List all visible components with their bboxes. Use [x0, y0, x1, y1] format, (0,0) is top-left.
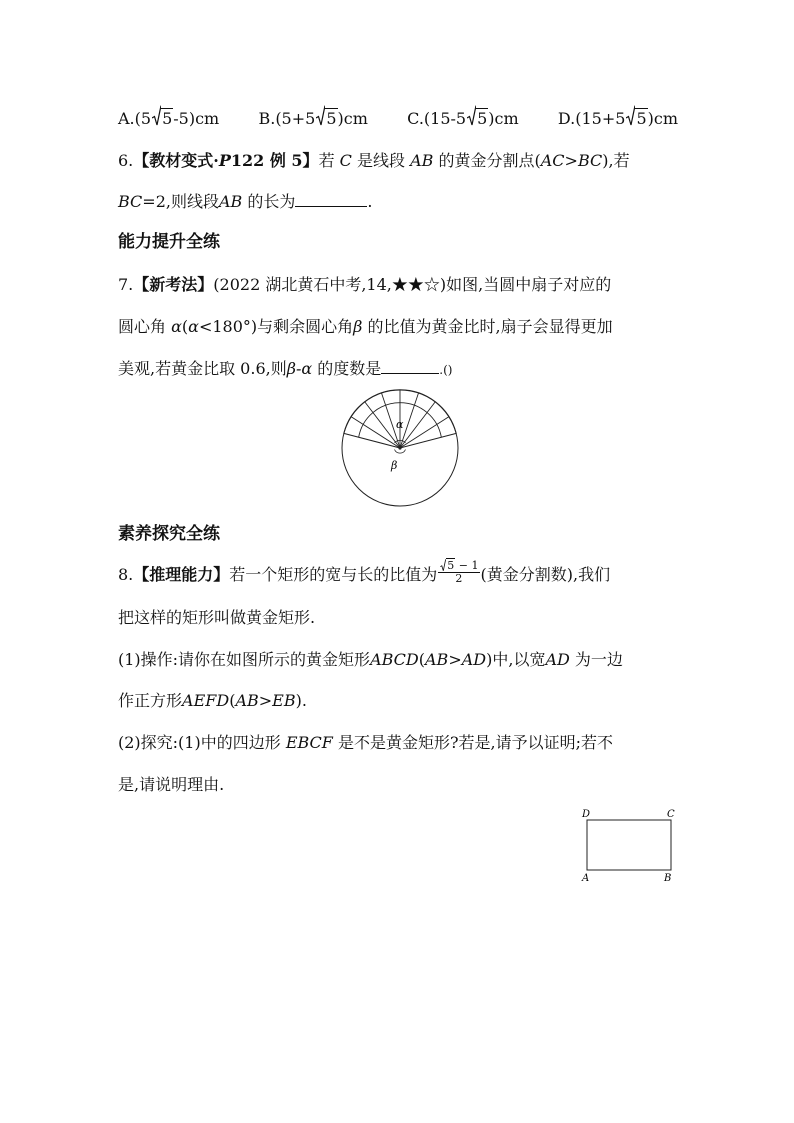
q8-text: 作正方形	[118, 691, 183, 710]
q8-text: )中,以宽	[486, 650, 546, 669]
q8-text: 是不是黄金矩形?若是,请予以证明;若不	[332, 733, 614, 752]
sqrt-symbol	[316, 107, 337, 131]
q6-line-1	[118, 149, 630, 173]
q8-part1-line-1	[118, 648, 623, 672]
sqrt-symbol	[440, 560, 455, 572]
label-a: A	[582, 873, 590, 884]
q8-text: ).	[295, 691, 307, 710]
q8-line-1	[118, 559, 611, 588]
var-alpha: α	[171, 317, 182, 336]
q8-part2-line-2	[118, 773, 224, 797]
var-aefd: AEFD	[182, 691, 230, 710]
q7-text: (	[181, 317, 189, 336]
question-number: 8.	[118, 565, 134, 584]
option-b[interactable]	[258, 107, 367, 131]
radicand: 5	[326, 109, 337, 128]
option-b-prefix: B.(5+5	[258, 109, 316, 128]
q8-part2-line-1	[118, 731, 613, 755]
var-ebcf: EBCF	[285, 733, 333, 752]
var-ad: AD	[545, 650, 570, 669]
q7-text: (2022 湖北黄石中考,14,★★☆)如图,当圆中扇子对应的	[213, 275, 612, 294]
radical-icon	[467, 105, 476, 127]
radicand: 5	[477, 109, 488, 128]
answer-blank[interactable]	[381, 357, 439, 374]
numerator-rest: − 1	[455, 559, 479, 572]
section-heading: 能力提升全练	[118, 232, 220, 252]
var-alpha: α	[188, 317, 199, 336]
q7-text: 美观,若黄金比取 0.6,则	[118, 359, 287, 378]
var-ab: AB	[425, 650, 449, 669]
radical-icon	[316, 105, 325, 127]
label-c: C	[667, 809, 675, 820]
sqrt-symbol	[467, 107, 488, 131]
expr-beta-minus-alpha: β-α	[286, 359, 313, 378]
sqrt-symbol	[152, 107, 173, 131]
q6-tag	[133, 151, 318, 170]
question-number: 7.	[118, 275, 134, 294]
var-ac: AC	[540, 151, 565, 170]
q6-text: ),若	[602, 151, 630, 170]
greater-than: >	[258, 691, 273, 710]
q5-options	[118, 107, 678, 131]
rectangle-figure	[578, 806, 680, 884]
option-c-suffix: )cm	[488, 109, 519, 128]
answer-blank[interactable]	[295, 190, 367, 207]
var-bc: BC	[118, 192, 143, 211]
label-beta: β	[391, 459, 398, 472]
var-bc: BC	[577, 151, 603, 170]
option-d[interactable]	[558, 107, 678, 131]
var-eb: EB	[272, 691, 296, 710]
q7-line-2	[118, 315, 613, 339]
q8-text: (1)操作:请你在如图所示的黄金矩形	[118, 650, 371, 669]
q6-text: 的长为	[242, 192, 296, 211]
q6-tag-text: 【教材变式·	[133, 151, 219, 170]
q7-line-3	[118, 357, 452, 382]
sqrt-symbol	[626, 107, 647, 131]
q7-line-1	[118, 273, 611, 297]
q8-text: (2)探究:(1)中的四边形	[118, 733, 286, 752]
q8-line-2	[118, 606, 315, 630]
q8-part1-line-2	[118, 689, 307, 713]
beta-arc	[395, 450, 406, 454]
var-ab: AB	[235, 691, 259, 710]
radical-icon	[152, 105, 161, 127]
radical-icon	[626, 105, 635, 127]
greater-than: >	[448, 650, 462, 669]
radicand: 5	[447, 559, 455, 572]
option-c-prefix: C.(15-5	[407, 109, 467, 128]
radicand: 5	[162, 109, 173, 128]
q7-text: <180°)与剩余圆心角	[198, 317, 354, 336]
var-beta: β	[353, 317, 363, 336]
label-d: D	[582, 809, 591, 820]
q7-text: 的比值为黄金比时,扇子会显得更加	[362, 317, 613, 336]
var-ab: AB	[410, 151, 434, 170]
q6-tag-rest: 122 例 5】	[230, 151, 319, 170]
center-point	[398, 446, 401, 449]
var-abcd: ABCD	[370, 650, 419, 669]
q8-text: 把这样的矩形叫做黄金矩形.	[118, 608, 316, 627]
option-a-suffix: -5)cm	[173, 109, 220, 128]
option-c[interactable]	[407, 107, 519, 131]
radical-icon	[440, 559, 446, 572]
q6-text: .	[367, 192, 373, 211]
option-d-prefix: D.(15+5	[557, 109, 626, 128]
golden-ratio-fraction	[438, 560, 479, 585]
option-b-suffix: )cm	[337, 109, 368, 128]
q7-text: 圆心角	[118, 317, 172, 336]
radicand: 5	[636, 109, 647, 128]
q8-tag: 【推理能力】	[133, 565, 230, 584]
q8-text: (黄金分割数),我们	[480, 565, 611, 584]
var-ab: AB	[218, 192, 243, 211]
q8-text: 若一个矩形的宽与长的比值为	[229, 565, 438, 584]
label-alpha: α	[396, 418, 404, 431]
greater-than: >	[564, 151, 578, 170]
var-c: C	[339, 151, 352, 170]
label-b: B	[664, 873, 672, 884]
q7-text: 的度数是	[312, 359, 382, 378]
q8-text: 为一边	[569, 650, 623, 669]
fan-figure	[336, 388, 464, 510]
var-ad: AD	[461, 650, 487, 669]
q6-text: 是线段	[351, 151, 411, 170]
q7-text: .()	[439, 363, 453, 377]
option-a-prefix: A.(5	[118, 109, 152, 128]
q6-text: 若	[318, 151, 340, 170]
q6-tag-ref: P	[218, 151, 231, 170]
q6-text: =2,则线段	[142, 192, 219, 211]
q8-text: (	[418, 650, 425, 669]
option-a[interactable]	[118, 107, 219, 131]
fraction-denominator: 2	[455, 572, 463, 585]
option-d-suffix: )cm	[647, 109, 678, 128]
q8-text: (	[229, 691, 236, 710]
q6-text: 的黄金分割点(	[433, 151, 541, 170]
q8-text: 是,请说明理由.	[118, 775, 225, 794]
question-number: 6.	[118, 151, 134, 170]
q6-line-2	[118, 190, 372, 214]
section-heading: 素养探究全练	[118, 524, 220, 544]
golden-rectangle	[587, 820, 671, 870]
q7-tag: 【新考法】	[133, 275, 214, 294]
